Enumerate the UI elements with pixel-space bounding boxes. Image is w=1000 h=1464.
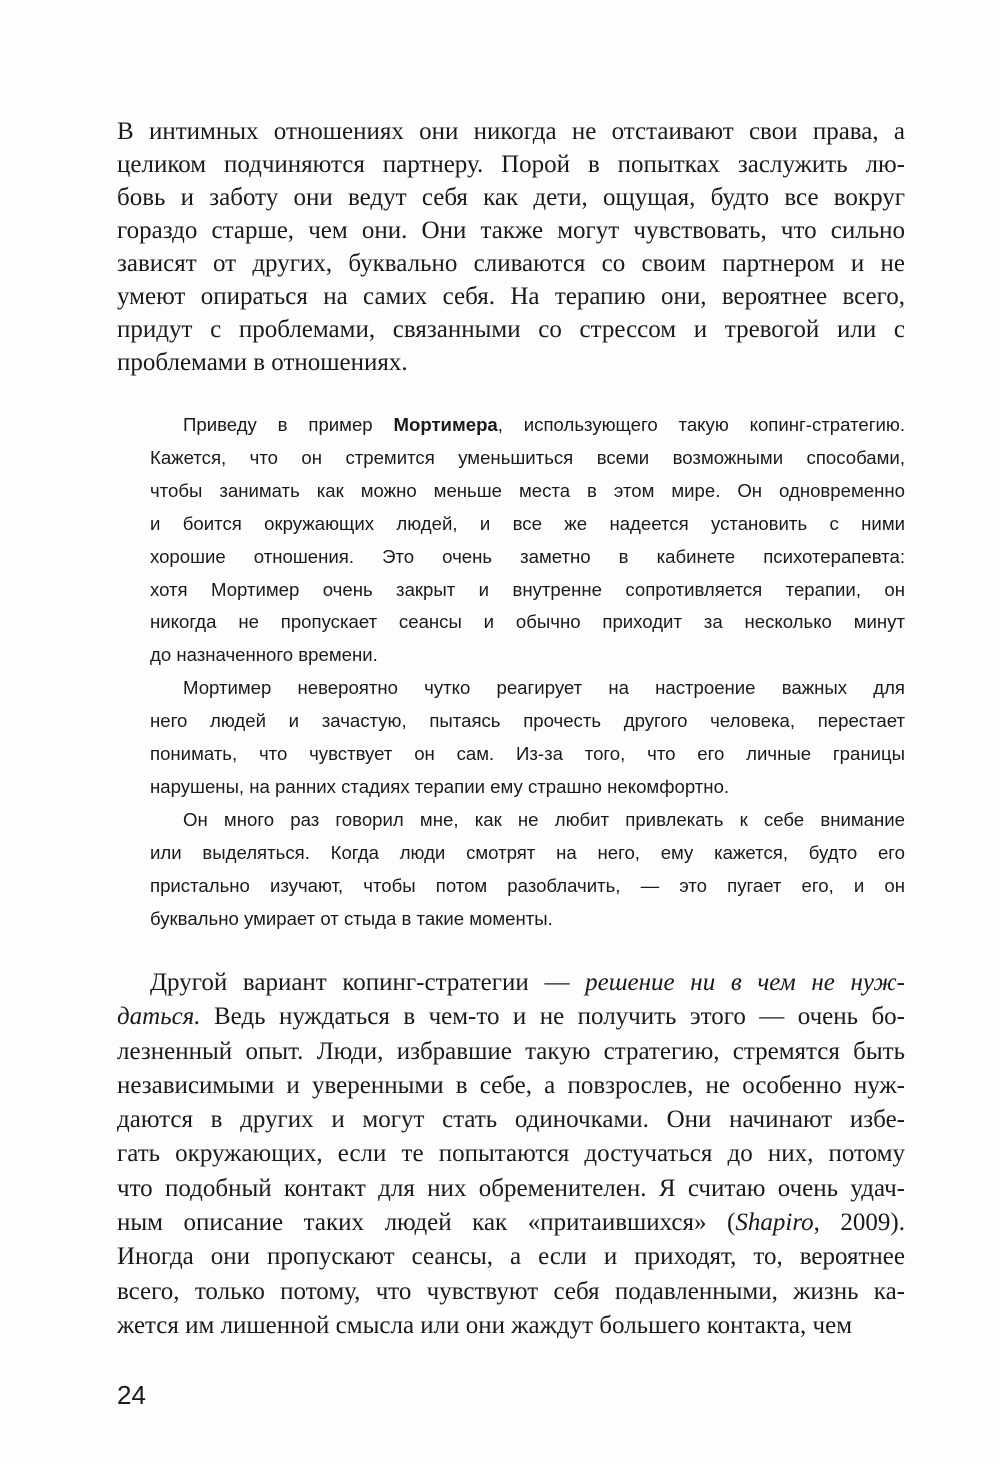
text-line xyxy=(117,247,905,280)
text-segment: жется им лишенной смысла или они жаждут большего контакта, чем xyxy=(117,1311,853,1339)
text-segment: , использующего такую копинг-стратегию. xyxy=(497,414,905,435)
text-line xyxy=(117,181,905,214)
case-paragraph xyxy=(150,672,905,804)
text-segment: него людей и зачастую, пытаясь прочесть другого человека, перестает xyxy=(150,710,905,732)
text-segment: зависят от других, буквально сливаются со своим партнером и не xyxy=(117,250,905,277)
text-line xyxy=(150,738,905,771)
text-line xyxy=(117,1035,905,1069)
text-segment: чтобы занимать как можно меньше места в этом мире. Он одновременно xyxy=(150,479,905,501)
text-line xyxy=(150,508,905,541)
text-segment: нарушены, на ранних стадиях терапии ему страшно некомфортно. xyxy=(150,775,730,797)
page-number: 24 xyxy=(117,1380,146,1410)
text-segment: и боится окружающих людей, и все же надеется установить с ними xyxy=(150,512,905,534)
text-segment: лезненный опыт. Люди, избравшие такую стратегию, стремятся быть xyxy=(117,1037,905,1065)
text-line xyxy=(150,804,905,837)
text-segment: или выделяться. Когда люди смотрят на него, ему кажется, будто его xyxy=(150,841,905,863)
text-line xyxy=(117,1069,905,1103)
text-line xyxy=(117,966,905,1000)
text-line xyxy=(150,771,905,804)
italic-text: Shapiro xyxy=(735,1209,814,1237)
text-line xyxy=(117,313,905,346)
text-line xyxy=(150,574,905,607)
text-segment: гать окружающих, если те попытаются достучаться до них, потому xyxy=(117,1140,905,1168)
text-line xyxy=(150,903,905,936)
text-line xyxy=(150,870,905,903)
case-example-block xyxy=(150,409,905,936)
text-line xyxy=(117,1103,905,1137)
text-segment: проблемами в отношениях. xyxy=(117,349,408,376)
text-line xyxy=(117,1309,905,1343)
text-line xyxy=(117,1206,905,1240)
text-segment: Другой вариант копинг-стратегии — xyxy=(150,969,586,996)
text-line xyxy=(150,672,905,705)
text-segment: хотя Мортимер очень закрыт и внутренне сопротивляется терапии, он xyxy=(150,578,905,600)
italic-text: решение ни в чем не нуж- xyxy=(585,969,905,996)
text-line xyxy=(150,541,905,574)
text-line xyxy=(150,442,905,475)
text-segment: независимыми и уверенными в себе, а повзрослев, не особенно нуж- xyxy=(117,1071,905,1099)
text-segment: ным описание таких людей как «притаившихся» ( xyxy=(117,1209,736,1237)
text-segment: Он много раз говорил мне, как не любит привлекать к себе внимание xyxy=(183,808,905,830)
text-line xyxy=(150,606,905,639)
text-segment: даются в других и могут стать одиночками. Они начинают избе- xyxy=(117,1106,905,1134)
text-segment: гораздо старше, чем они. Они также могут чувствовать, что сильно xyxy=(117,217,905,244)
text-segment: Приведу в пример xyxy=(183,414,394,435)
text-line xyxy=(117,280,905,313)
text-line xyxy=(117,1000,905,1034)
text-segment: Кажется, что он стремится уменьшиться всеми возможными способами, xyxy=(150,446,905,468)
text-segment: пристально изучают, чтобы потом разоблачить, — это пугает его, и он xyxy=(150,874,905,896)
text-line xyxy=(117,1172,905,1206)
text-line xyxy=(150,837,905,870)
text-segment: буквально умирает от стыда в такие моменты. xyxy=(150,907,553,929)
text-segment: В интимных отношениях они никогда не отстаивают свои права, а xyxy=(117,118,905,145)
text-segment: бовь и заботу они ведут себя как дети, ощущая, будто все вокруг xyxy=(117,184,905,211)
case-paragraph xyxy=(150,409,905,672)
text-line xyxy=(150,409,905,442)
text-segment: Иногда они пропускают сеансы, а если и приходят, то, вероятнее xyxy=(117,1243,905,1271)
text-segment: придут с проблемами, связанными со стрессом и тревогой или с xyxy=(117,316,905,343)
italic-text: даться. xyxy=(117,1003,201,1031)
text-segment: Ведь нуждаться в чем-то и не получить этого — очень бо- xyxy=(200,1003,905,1031)
bold-name: Мортимера xyxy=(393,414,498,435)
text-line xyxy=(117,346,905,379)
text-segment: всего, только потому, что чувствуют себя подавленными, жизнь ка- xyxy=(117,1277,905,1305)
text-segment: целиком подчиняются партнеру. Порой в попытках заслужить лю- xyxy=(117,151,905,178)
text-line xyxy=(117,148,905,181)
text-segment: понимать, что чувствует он сам. Из-за того, что его личные границы xyxy=(150,743,905,765)
body-paragraph-bottom xyxy=(117,966,905,1343)
text-line xyxy=(117,1240,905,1274)
text-segment: хорошие отношения. Это очень заметно в кабинете психотерапевта: xyxy=(150,545,905,567)
text-line xyxy=(117,115,905,148)
text-segment: умеют опираться на самих себя. На терапию они, вероятнее всего, xyxy=(117,283,905,310)
text-segment: что подобный контакт для них обременителен. Я считаю очень удач- xyxy=(117,1174,905,1202)
text-line xyxy=(150,705,905,738)
text-line xyxy=(117,1275,905,1309)
text-segment: никогда не пропускает сеансы и обычно приходит за несколько минут xyxy=(150,611,905,633)
text-segment: до назначенного времени. xyxy=(150,644,378,666)
body-paragraph-top xyxy=(117,115,905,379)
text-segment: Мортимер невероятно чутко реагирует на настроение важных для xyxy=(183,677,905,699)
text-line xyxy=(150,639,905,672)
text-line xyxy=(117,1137,905,1171)
text-segment: , 2009). xyxy=(813,1209,905,1237)
text-line xyxy=(150,475,905,508)
text-line xyxy=(117,214,905,247)
case-paragraph xyxy=(150,804,905,936)
